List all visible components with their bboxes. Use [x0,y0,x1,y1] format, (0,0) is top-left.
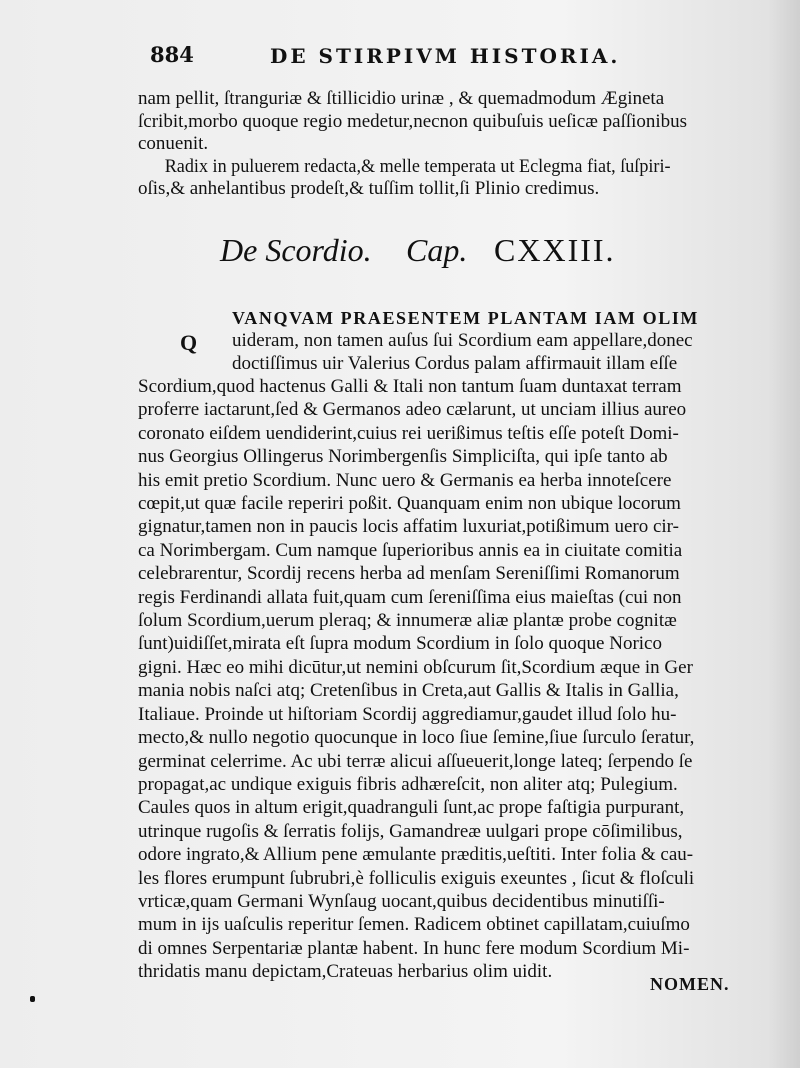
text-line: cœpit,ut quæ facile reperiri poßit. Quanquam enim non ubique locorum [138,493,681,515]
text-line: nus Georgius Ollingerus Norimbergenſis Simpliciſta, qui ipſe tanto ab [138,446,668,468]
top-paragraph [138,88,748,201]
text-line: ſunt)uidiſſet,mirata eſt ſupra modum Scordium in ſolo quoque Norico [138,633,662,655]
text-line: les flores erumpunt ſubrubri,è folliculis exiguis exeuntes , ſicut & floſculi [138,867,695,889]
text-line: his emit pretio Scordium. Nunc uero & Germanis ea herba innoteſcere [138,469,672,491]
text-line: vrticæ,quam Germani Wynſaug uocant,quibus decidentibus minutiſſi- [138,890,665,912]
text-line: nam pellit, ſtranguriæ & ſtillicidio urinæ , & quemadmodum Ægineta [138,88,665,109]
text-line: Scordium,quod hactenus Galli & Itali non tantum ſuam duntaxat terram [138,376,682,397]
text-line: utrinque rugoſis & ſerratis folijs, Gamandreæ uulgari prope cōſimilibus, [138,820,683,842]
text-line: coronato eiſdem uendiderint,cuius rei uerißimus teſtis eſſe poteſt Domi- [138,422,679,444]
text-line: Italiaue. Proinde ut hiſtoriam Scordij aggrediamur,gaudet illud ſolo hu- [138,703,677,725]
text-line: odore ingrato,& Allium pene æmulante præditis,ueſtiti. Inter folia & cau- [138,844,694,866]
running-head: DE STIRPIVM HISTORIA. [270,44,621,68]
text-line: ſcribit,morbo quoque regio medetur,necnon quibuſuis ueſicæ paſſionibus [138,110,688,132]
chapter-cap-label: Cap. [406,232,468,268]
drop-cap: Q [180,330,198,355]
text-line: mania nobis naſci atq; Cretenſibus in Creta,aut Gallis & Italis in Gallia, [138,680,679,702]
page-header [150,42,640,74]
text-line: germinat celerrime. Ac ubi terræ alicui aſſueuerit,longe lateq; ſerpendo ſe [138,750,693,772]
text-line: ca Norimbergam. Cum namque ſuperioribus annis ea in ciuitate comitia [138,539,683,561]
text-line: regis Ferdinandi allata fuit,quam cum ſereniſſima eius maieſtas (cui non [138,586,682,608]
body-paragraph [138,375,748,984]
text-line: gigni. Hæc eo mihi dicūtur,ut nemini obſcurum ſit,Scordium æque in Ger [138,656,693,678]
opening-lines [232,330,772,375]
chapter-title: De Scordio. [220,232,372,268]
text-line: mecto,& nullo negotio quocunque in loco ſiue ſemine,ſiue ſurculo ſeratur, [138,727,695,749]
text-line: celebrarentur, Scordij recens herba ad menſam Sereniſſimi Romanorum [138,563,680,585]
text-line: Radix in puluerem redacta,& melle temperata ut Eclegma fiat, ſuſpiri- [164,155,671,177]
text-line: conuenit. [138,133,209,154]
opening-caps: VANQVAM PRAESENTEM PLANTAM IAM OLIM [232,308,700,328]
text-line: thridatis manu depictam,Crateuas herbarius olim uidit. [138,961,553,983]
text-line: propagat,ac undique exiguis fibris adhæreſcit, non aliter atq; Pulegium. [138,773,678,795]
chapter-heading [220,232,660,280]
text-line: oſis,& anhelantibus prodeſt,& tuſſim tollit,ſi Plinio credimus. [138,178,600,199]
ink-speck [30,996,35,1002]
text-line: Caules quos in altum erigit,quadranguli ſunt,ac prope faſtigia purpurant, [138,797,685,819]
text-line: di omnes Serpentariæ plantæ habent. In hunc fere modum Scordium Mi- [138,937,690,959]
text-line: mum in ijs uaſculis reperitur ſemen. Radicem obtinet capillatam,cuiuſmo [138,914,690,936]
page-number: 884 [150,42,194,67]
text-line: gignatur,tamen non in paucis locis affatim luxuriat,potißimum uero cir- [138,516,679,538]
text-line: uideram, non tamen auſus ſui Scordium eam appellare,donec [232,330,693,351]
text-line: proferre iactarunt,ſed & Germanos adeo cælarunt, ut unciam illius aureo [138,399,687,421]
text-line: doctiſſimus uir Valerius Cordus palam affirmauit illam eſſe [232,352,678,374]
text-line: ſolum Scordium,uerum pleraq; & innumeræ aliæ plantæ probe cognitæ [138,610,677,632]
catchword: NOMEN. [650,974,730,994]
chapter-number: CXXIII. [494,232,616,268]
